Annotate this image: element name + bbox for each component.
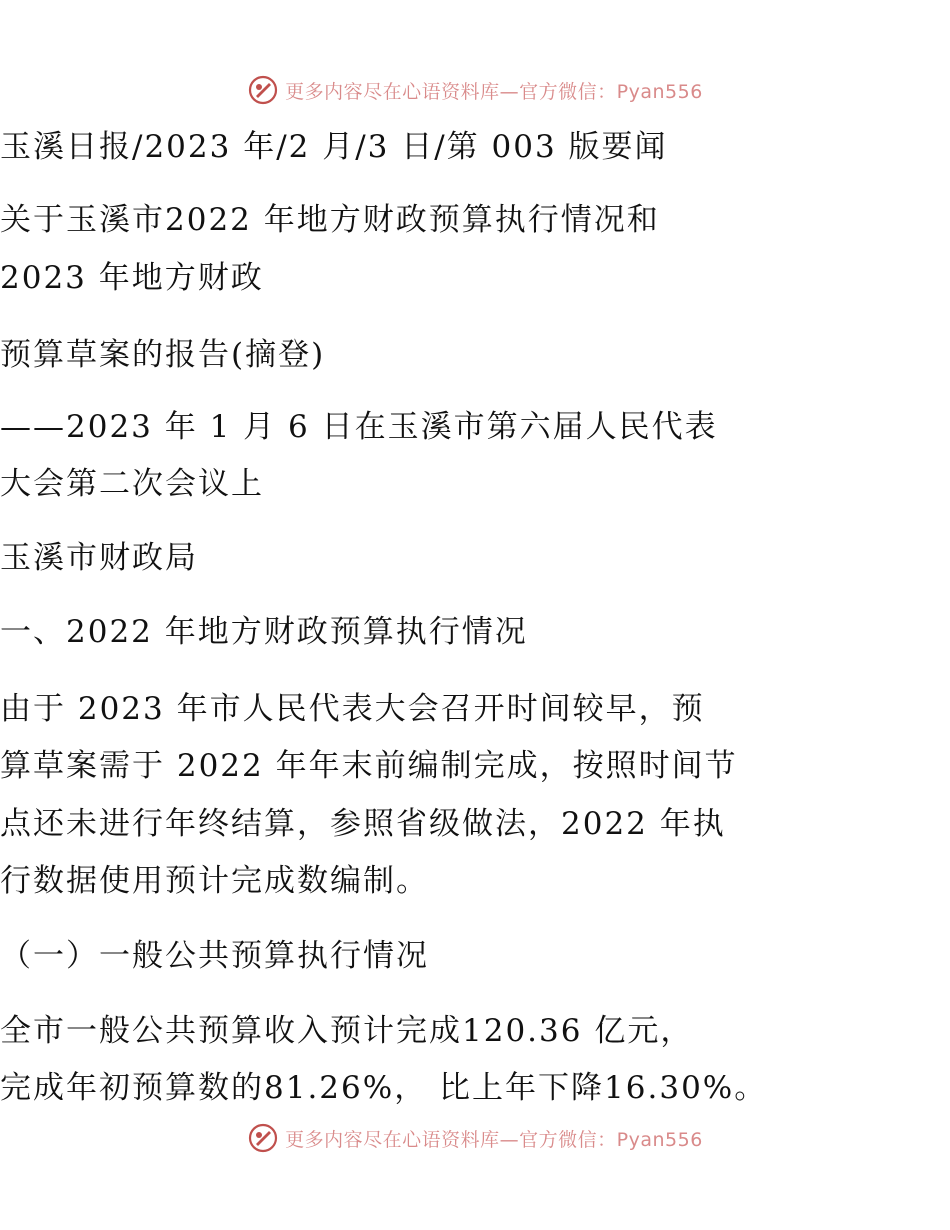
logo-icon xyxy=(247,74,279,106)
report-title-line-1: 关于玉溪市2022 年地方财政预算执行情况和 xyxy=(0,202,660,238)
section-heading: 一、2022 年地方财政预算执行情况 xyxy=(0,614,528,650)
watermark-text: 更多内容尽在心语资料库—官方微信：Pyan556 xyxy=(285,1128,703,1151)
subsection-heading: （一）一般公共预算执行情况 xyxy=(0,938,429,974)
publication-line: 玉溪日报/2023 年/2 月/3 日/第 003 版要闻 xyxy=(0,129,668,165)
paragraph-2-line-1: 全市一般公共预算收入预计完成120.36 亿元， xyxy=(0,1013,694,1049)
watermark-text: 更多内容尽在心语资料库—官方微信：Pyan556 xyxy=(285,80,703,103)
subtitle-line-2: 大会第二次会议上 xyxy=(0,466,264,502)
paragraph-line-4: 行数据使用预计完成数编制。 xyxy=(0,863,429,899)
logo-icon xyxy=(247,1122,279,1154)
report-title-line-3: 预算草案的报告(摘登) xyxy=(0,337,326,373)
watermark-banner-bottom xyxy=(0,1118,950,1158)
paragraph-line-2: 算草案需于 2022 年年末前编制完成，按照时间节 xyxy=(0,748,738,784)
paragraph-line-3: 点还未进行年终结算，参照省级做法，2022 年执 xyxy=(0,806,726,842)
paragraph-line-1: 由于 2023 年市人民代表大会召开时间较早，预 xyxy=(0,691,705,727)
author-line: 玉溪市财政局 xyxy=(0,540,198,576)
paragraph-2-line-2: 完成年初预算数的81.26%， 比上年下降16.30%。 xyxy=(0,1070,768,1106)
report-title-line-2: 2023 年地方财政 xyxy=(0,260,264,296)
watermark-banner-top xyxy=(0,70,950,110)
subtitle-line-1: ——2023 年 1 月 6 日在玉溪市第六届人民代表 xyxy=(0,409,718,445)
